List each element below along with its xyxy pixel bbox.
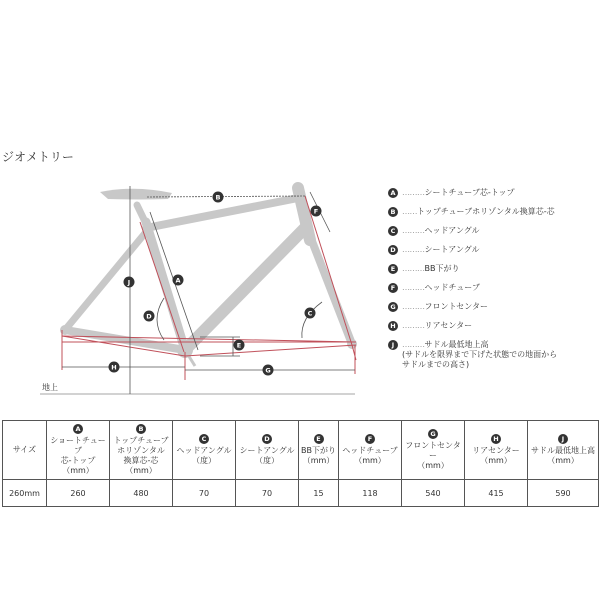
measure-head-tube	[305, 196, 352, 345]
svg-text:G: G	[265, 366, 271, 375]
legend-label: ヘッドチューブ	[424, 283, 480, 292]
marker-h	[109, 362, 120, 373]
legend-note-line-1: (サドルを限界まで下げた状態での地面から	[402, 350, 558, 359]
header-f: F ヘッドチューブ （mm）	[339, 421, 402, 480]
measure-seat-tube	[140, 222, 184, 352]
header-c: C ヘッドアングル （度）	[173, 421, 236, 480]
legend-label: BB下がり	[424, 264, 460, 273]
header-g: G フロントセンター （mm）	[402, 421, 465, 480]
cell-g: 540	[402, 480, 465, 507]
down-tube	[185, 228, 305, 350]
cell-a: 260	[47, 480, 110, 507]
dim-d-arc	[157, 298, 164, 340]
cell-size: 260mm	[3, 480, 47, 507]
svg-text:H: H	[111, 363, 117, 372]
svg-text:F: F	[313, 207, 319, 216]
legend-label: フロントセンター	[424, 302, 488, 311]
legend-badge: G	[388, 302, 398, 312]
legend-label: ヘッドアングル	[424, 226, 480, 235]
svg-text:E: E	[236, 341, 242, 350]
marker-d	[144, 311, 155, 322]
legend-badge: B	[388, 207, 398, 217]
legend-badge: D	[388, 245, 398, 255]
legend-badge: F	[388, 283, 398, 293]
svg-text:D: D	[146, 312, 152, 321]
header-size: サイズ	[3, 421, 47, 480]
legend-badge: H	[388, 321, 398, 331]
cell-b: 480	[110, 480, 173, 507]
svg-text:C: C	[307, 309, 313, 318]
dim-b-line	[147, 196, 305, 197]
top-tube	[146, 198, 298, 228]
legend-label: シートアングル	[424, 245, 480, 254]
legend-badge: C	[388, 226, 398, 236]
geometry-table	[2, 420, 599, 507]
legend-label: リアセンター	[424, 321, 473, 330]
section-title: ジオメトリー	[2, 150, 74, 164]
table-row	[3, 480, 599, 507]
header-a: A ショートチューブ 芯-トップ （mm）	[47, 421, 110, 480]
svg-text:J: J	[127, 278, 131, 287]
cell-j: 590	[528, 480, 599, 507]
marker-b	[213, 192, 224, 203]
svg-text:A: A	[175, 276, 181, 285]
marker-g	[263, 365, 274, 376]
saddle	[100, 189, 172, 200]
header-h: H リアセンター （mm）	[465, 421, 528, 480]
marker-a	[173, 275, 184, 286]
marker-c	[305, 308, 316, 319]
marker-f	[311, 206, 322, 217]
legend-badge: J	[388, 340, 398, 350]
legend-label: シートチューブ芯-トップ	[424, 188, 515, 197]
header-j: J サドル最低地上高 （mm）	[528, 421, 599, 480]
fork	[307, 236, 352, 344]
table-header-row	[3, 421, 599, 480]
header-b: B トップチューブ ホリゾンタル 換算芯-芯 （mm）	[110, 421, 173, 480]
cell-d: 70	[236, 480, 299, 507]
header-e: E BB下がり （mm）	[299, 421, 339, 480]
legend-badge: A	[388, 188, 398, 198]
bike-frame	[65, 188, 352, 350]
cell-c: 70	[173, 480, 236, 507]
header-d: D シートアングル （度）	[236, 421, 299, 480]
cell-f: 118	[339, 480, 402, 507]
marker-j	[124, 277, 135, 288]
measure-front-center	[185, 345, 356, 356]
cell-h: 415	[465, 480, 528, 507]
legend-note-line-2: サドルまでの高さ)	[402, 360, 470, 369]
legend-label: サドル最低地上高	[424, 340, 489, 349]
svg-text:B: B	[215, 193, 221, 202]
cell-e: 15	[299, 480, 339, 507]
chain-stay	[65, 330, 185, 350]
seat-tube	[146, 222, 185, 350]
legend-badge: E	[388, 264, 398, 274]
dim-c-arc	[302, 302, 322, 338]
legend-label: トップチューブホリゾンタル換算芯-芯	[417, 207, 555, 216]
marker-e	[234, 340, 245, 351]
ground-label: 地上	[42, 383, 58, 392]
